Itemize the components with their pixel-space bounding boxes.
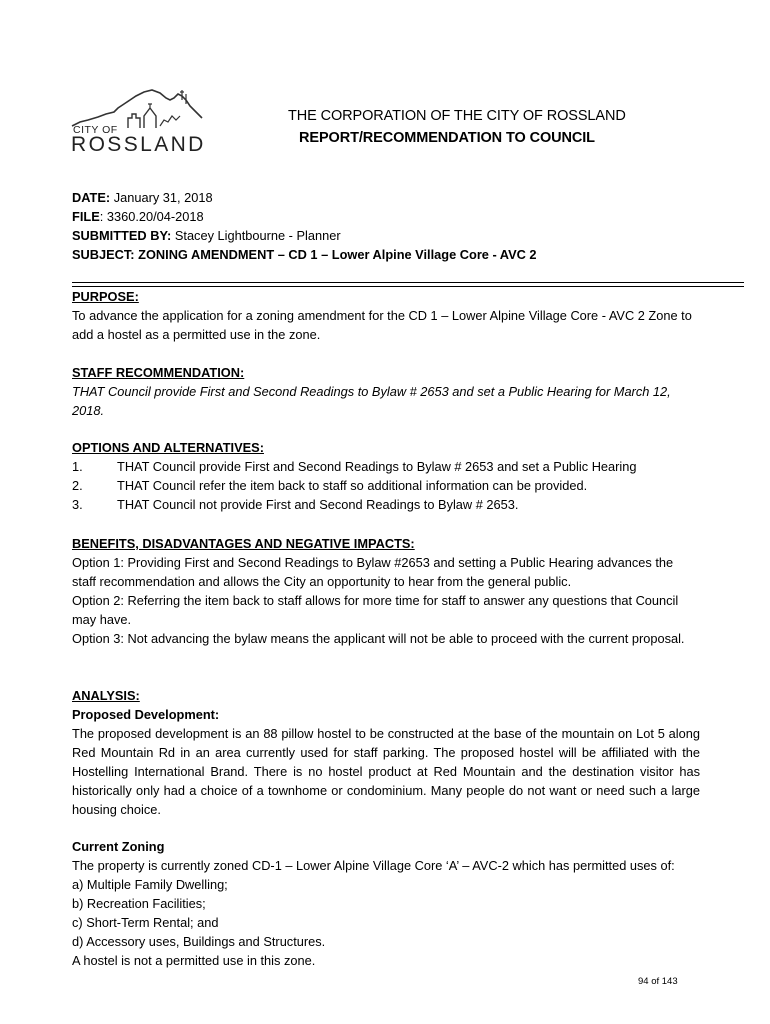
current-zoning-heading: Current Zoning xyxy=(72,839,165,854)
option-text: THAT Council provide First and Second Readings to Bylaw # 2653 and set a Public Hearing xyxy=(117,459,637,474)
benefits-option-2: Option 2: Referring the item back to staff allows for more time for staff to answer any questions that Council may have. xyxy=(72,593,679,627)
option-number: 3. xyxy=(72,497,83,512)
zoning-closing-text: A hostel is not a permitted use in this zone. xyxy=(72,953,316,968)
options-section xyxy=(72,438,700,514)
report-title: REPORT/RECOMMENDATION TO COUNCIL xyxy=(299,130,595,146)
date-line xyxy=(72,188,700,207)
submitted-label: SUBMITTED BY: xyxy=(72,228,172,243)
staff-recommendation-heading: STAFF RECOMMENDATION: xyxy=(72,365,245,380)
analysis-section xyxy=(72,686,700,819)
benefits-option-3: Option 3: Not advancing the bylaw means the applicant will not be able to proceed with the current proposal. xyxy=(72,631,685,646)
proposed-development-heading: Proposed Development: xyxy=(72,707,220,722)
benefits-section xyxy=(72,534,700,648)
date-value: January 31, 2018 xyxy=(110,190,213,205)
submitted-line xyxy=(72,226,700,245)
permitted-use-item: c) Short-Term Rental; and xyxy=(72,915,219,930)
benefits-option-1: Option 1: Providing First and Second Readings to Bylaw #2653 and setting a Public Hearing advances the staff recommendation and allows the City an opportunity to hear from the general public. xyxy=(72,555,674,589)
logo-rossland: ROSSLAND xyxy=(71,133,206,156)
file-label: FILE xyxy=(72,209,100,224)
option-text: THAT Council not provide First and Second Readings to Bylaw # 2653. xyxy=(117,497,519,512)
report-meta xyxy=(72,188,700,264)
purpose-heading: PURPOSE: xyxy=(72,289,139,304)
permitted-use-item: a) Multiple Family Dwelling; xyxy=(72,877,228,892)
staff-recommendation-text: THAT Council provide First and Second Readings to Bylaw # 2653 and set a Public Hearing for March 12, 2018. xyxy=(72,384,671,418)
option-item xyxy=(72,457,700,476)
current-zoning-section xyxy=(72,837,700,970)
page-number: 94 of 143 xyxy=(638,976,678,987)
permitted-use-item: d) Accessory uses, Buildings and Structures. xyxy=(72,934,326,949)
proposed-development-text: The proposed development is an 88 pillow hostel to be constructed at the base of the mountain on Lot 5 along Red Mountain Rd in an area currently used for staff parking. The proposed hostel will be affiliated with the Hostelling International Brand. There is no hostel product at Red Mountain and the destination visitor has historically only had a choice of a townhome or condominium. Many people do not want or need such a large housing choice. xyxy=(72,726,700,817)
corporation-title: THE CORPORATION OF THE CITY OF ROSSLAND xyxy=(288,108,626,124)
option-item xyxy=(72,495,700,514)
permitted-use-item: b) Recreation Facilities; xyxy=(72,896,206,911)
subject-line: SUBJECT: ZONING AMENDMENT – CD 1 – Lower Alpine Village Core - AVC 2 xyxy=(72,247,537,262)
purpose-section xyxy=(72,287,700,344)
options-list xyxy=(72,457,700,514)
option-number: 2. xyxy=(72,478,83,493)
option-number: 1. xyxy=(72,459,83,474)
options-heading: OPTIONS AND ALTERNATIVES: xyxy=(72,440,264,455)
date-label: DATE: xyxy=(72,190,111,205)
purpose-text: To advance the application for a zoning amendment for the CD 1 – Lower Alpine Village Core - AVC 2 Zone to add a hostel as a permitted use in the zone. xyxy=(72,308,692,342)
option-text: THAT Council refer the item back to staff so additional information can be provided. xyxy=(117,478,588,493)
file-value: : 3360.20/04-2018 xyxy=(99,209,204,224)
logo-city-of: CITY OF xyxy=(73,124,118,136)
section-divider xyxy=(72,282,744,283)
option-item xyxy=(72,476,700,495)
file-line xyxy=(72,207,700,226)
benefits-heading: BENEFITS, DISADVANTAGES AND NEGATIVE IMPACTS: xyxy=(72,536,415,551)
current-zoning-text: The property is currently zoned CD-1 – Lower Alpine Village Core ‘A’ – AVC-2 which has permitted uses of: xyxy=(72,858,675,873)
city-logo xyxy=(70,86,206,158)
staff-recommendation-section xyxy=(72,363,700,420)
analysis-heading: ANALYSIS: xyxy=(72,688,140,703)
submitted-value: Stacey Lightbourne - Planner xyxy=(171,228,341,243)
